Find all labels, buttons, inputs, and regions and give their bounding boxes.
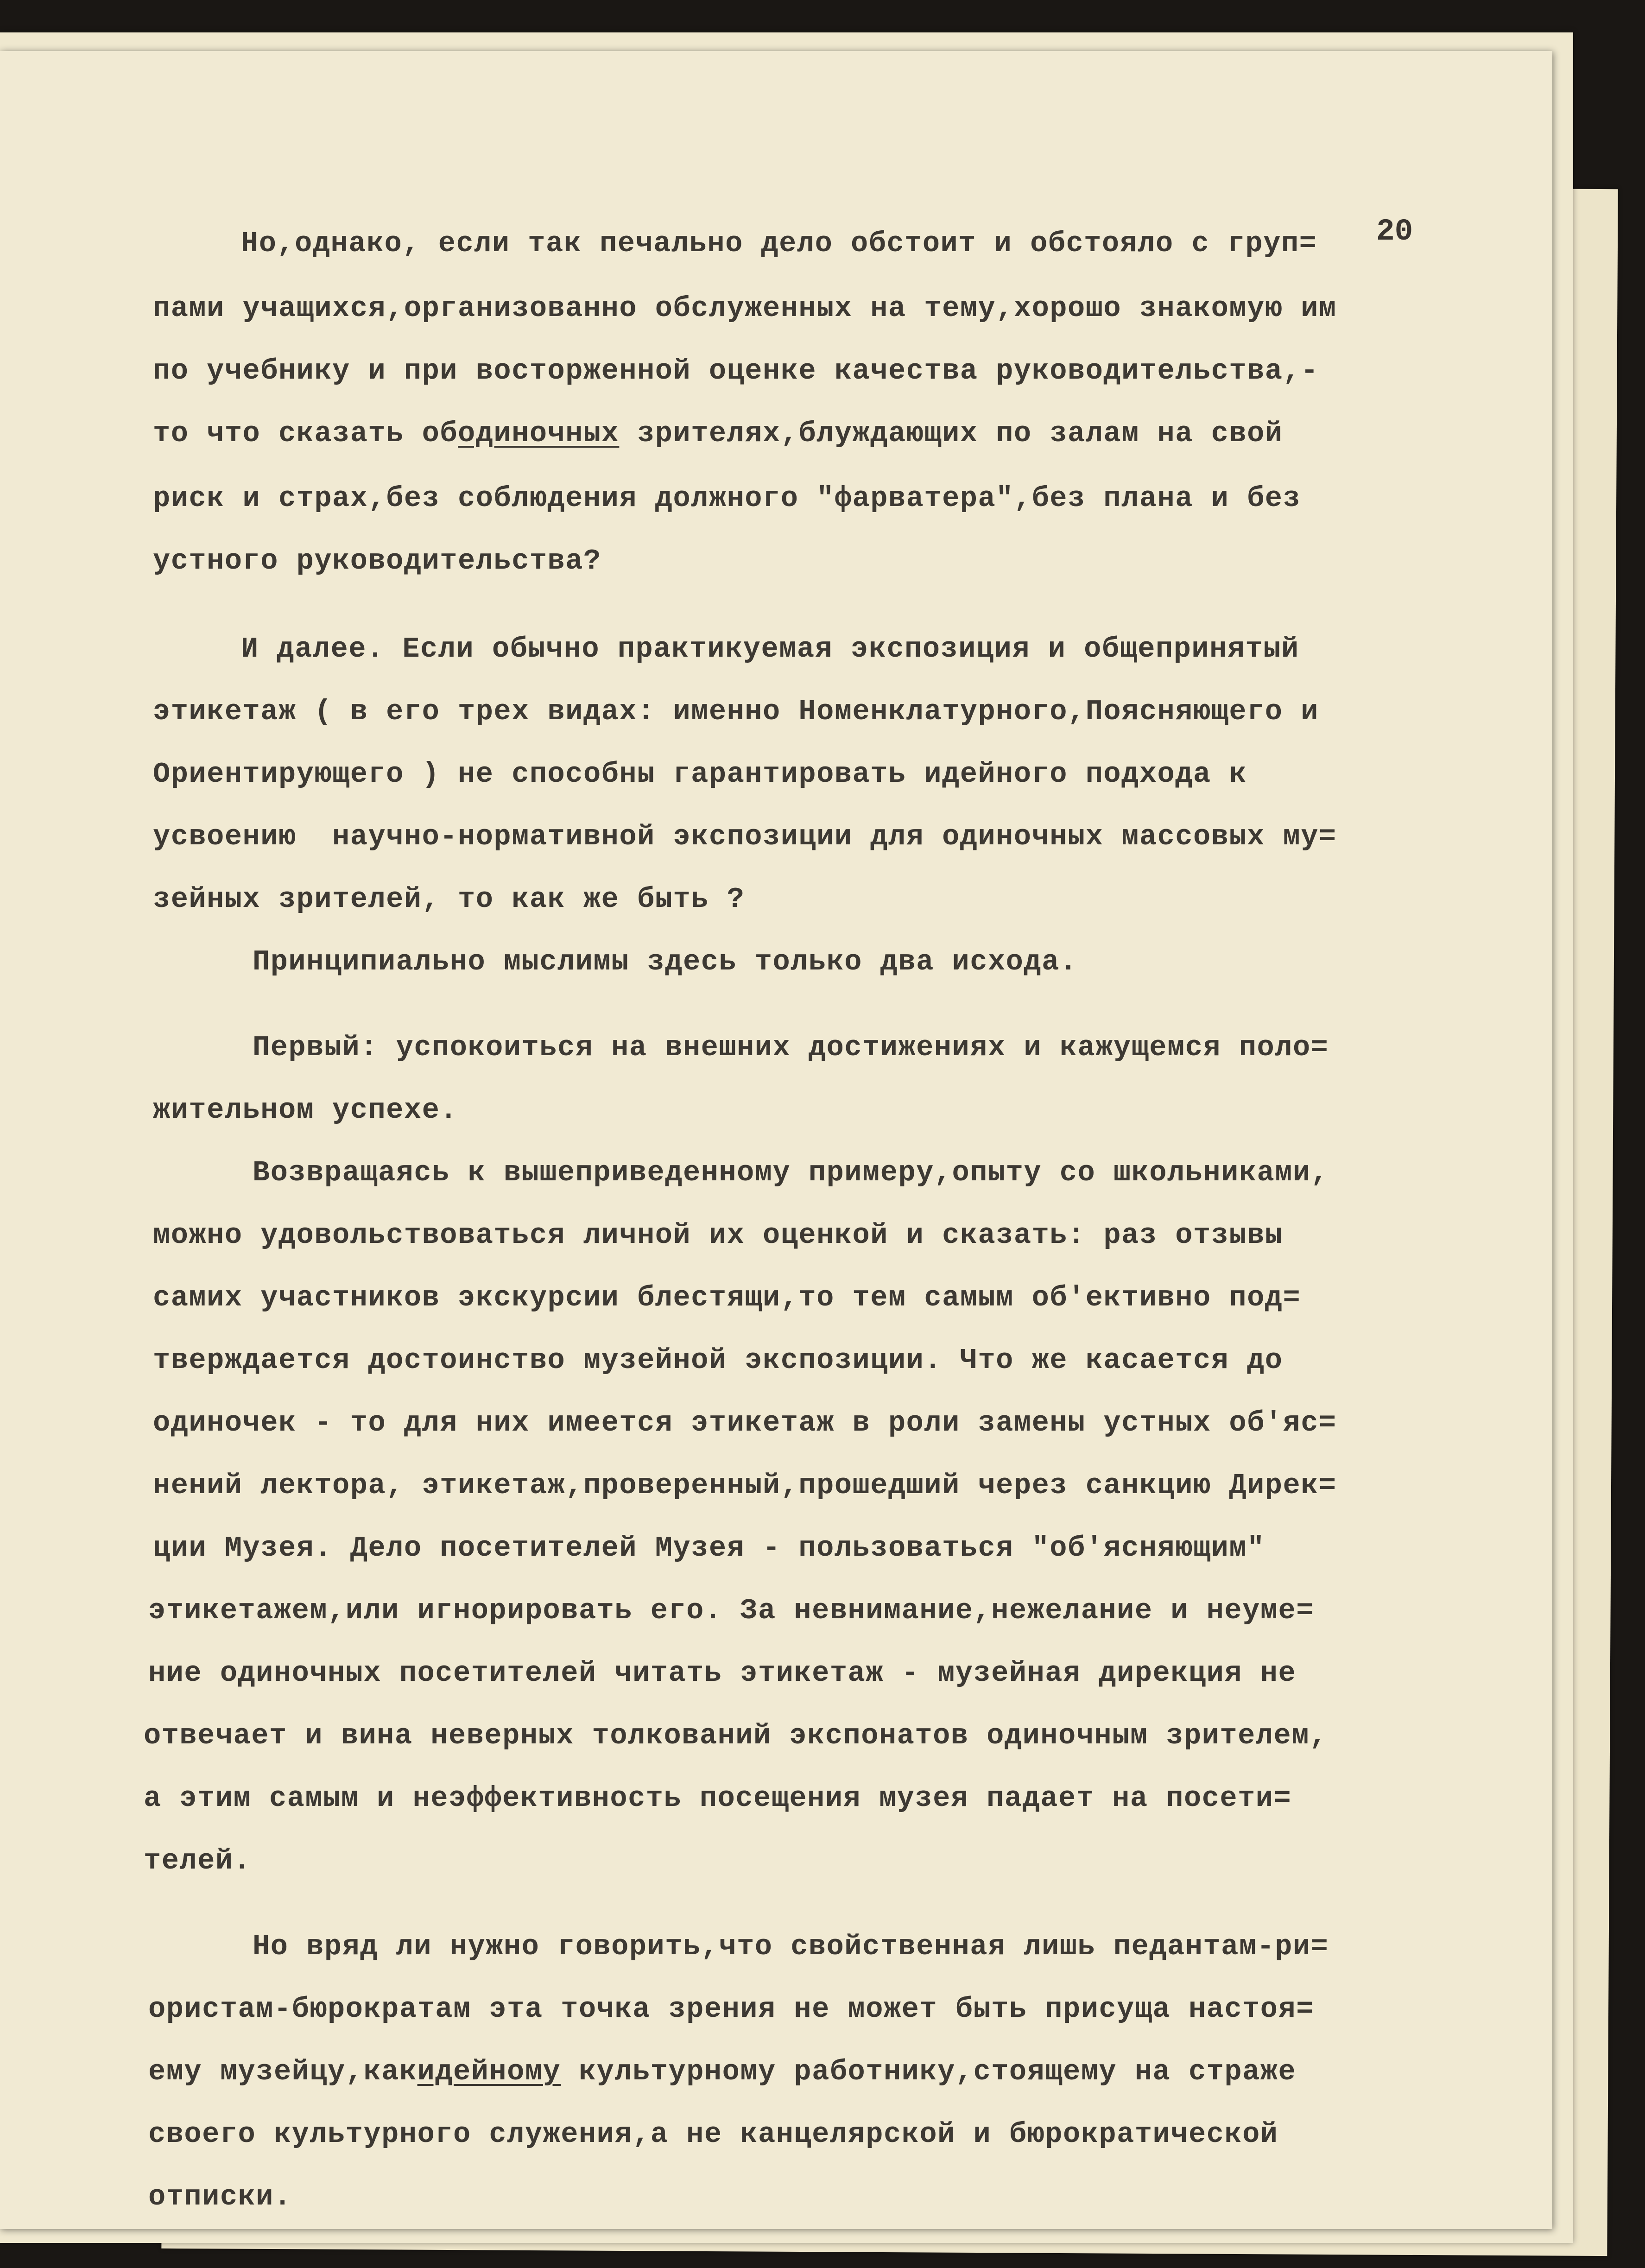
text-line: жительном успехе. [153,1094,458,1127]
text-line: ористам-бюрократам эта точка зрения не может быть присуща настоя= [148,1993,1314,2026]
text-line: Принципиально мыслимы здесь только два исхода. [253,945,1078,978]
text-line: нений лектора, этикетаж,проверенный,прошедший через санкцию Дирек= [153,1469,1337,1502]
text-line: Первый: успокоиться на внешних достижениях и кажущемся поло= [253,1031,1329,1064]
text-line: усвоению научно-нормативной экспозиции для одиночных массовых му= [153,820,1337,853]
text-line: телей. [144,1844,252,1877]
text-line: этикетаж ( в его трех видах: именно Номенклатурного,Поясняющего и [153,695,1319,728]
page-number: 20 [1376,214,1413,249]
text-line: самих участников экскурсии блестящи,то тем самым об'ективно под= [153,1281,1301,1314]
text-line: Возвращаясь к вышеприведенному примеру,опыту со школьниками, [253,1156,1329,1189]
text-line: устного руководительства? [153,545,601,577]
text-line: этикетажем,или игнорировать его. За невнимание,нежелание и неуме= [148,1594,1314,1627]
text-line: ему музейцу,какидейному культурному работнику,стоящему на страже [148,2055,1297,2088]
text-line: пами учащихся,организованно обслуженных на тему,хорошо знакомую им [153,292,1337,325]
underlined-word: одиночных [458,417,620,450]
text-line: Но вряд ли нужно говорить,что свойственная лишь педантам-ри= [253,1930,1329,1963]
text-line: можно удовольствоваться личной их оценкой и сказать: раз отзывы [153,1219,1283,1252]
text-line: риск и страх,без соблюдения должного "фарватера",без плана и без [153,482,1301,515]
underlined-word: идейному [417,2055,561,2088]
text-line: Ориентирующего ) не способны гарантировать идейного подхода к [153,758,1247,791]
text-line: то что сказать ободиночных зрителях,блуждающих по залам на свой [153,417,1283,450]
text-line: одиночек - то для них имеется этикетаж в роли замены устных об'яс= [153,1406,1337,1439]
text-line: ние одиночных посетителей читать этикетаж - музейная дирекция не [148,1657,1297,1690]
text-line: Но,однако, если так печально дело обстоит и обстояло с груп= [241,227,1317,260]
typewritten-page [0,51,1552,2229]
text-line: тверждается достоинство музейной экспозиции. Что же касается до [153,1344,1283,1377]
text-line: своего культурного служения,а не канцелярской и бюрократической [148,2118,1278,2151]
text-line: отвечает и вина неверных толкований экспонатов одиночным зрителем, [144,1719,1328,1752]
text-line: а этим самым и неэффективность посещения музея падает на посети= [144,1782,1292,1815]
text-line: по учебнику и при восторженной оценке качества руководительства,- [153,355,1319,387]
text-line: ции Музея. Дело посетителей Музея - пользоваться "об'ясняющим" [153,1532,1265,1565]
text-line: И далее. Если обычно практикуемая экспозиция и общепринятый [241,633,1299,665]
text-line: отписки. [148,2180,292,2213]
text-line: зейных зрителей, то как же быть ? [153,883,745,916]
